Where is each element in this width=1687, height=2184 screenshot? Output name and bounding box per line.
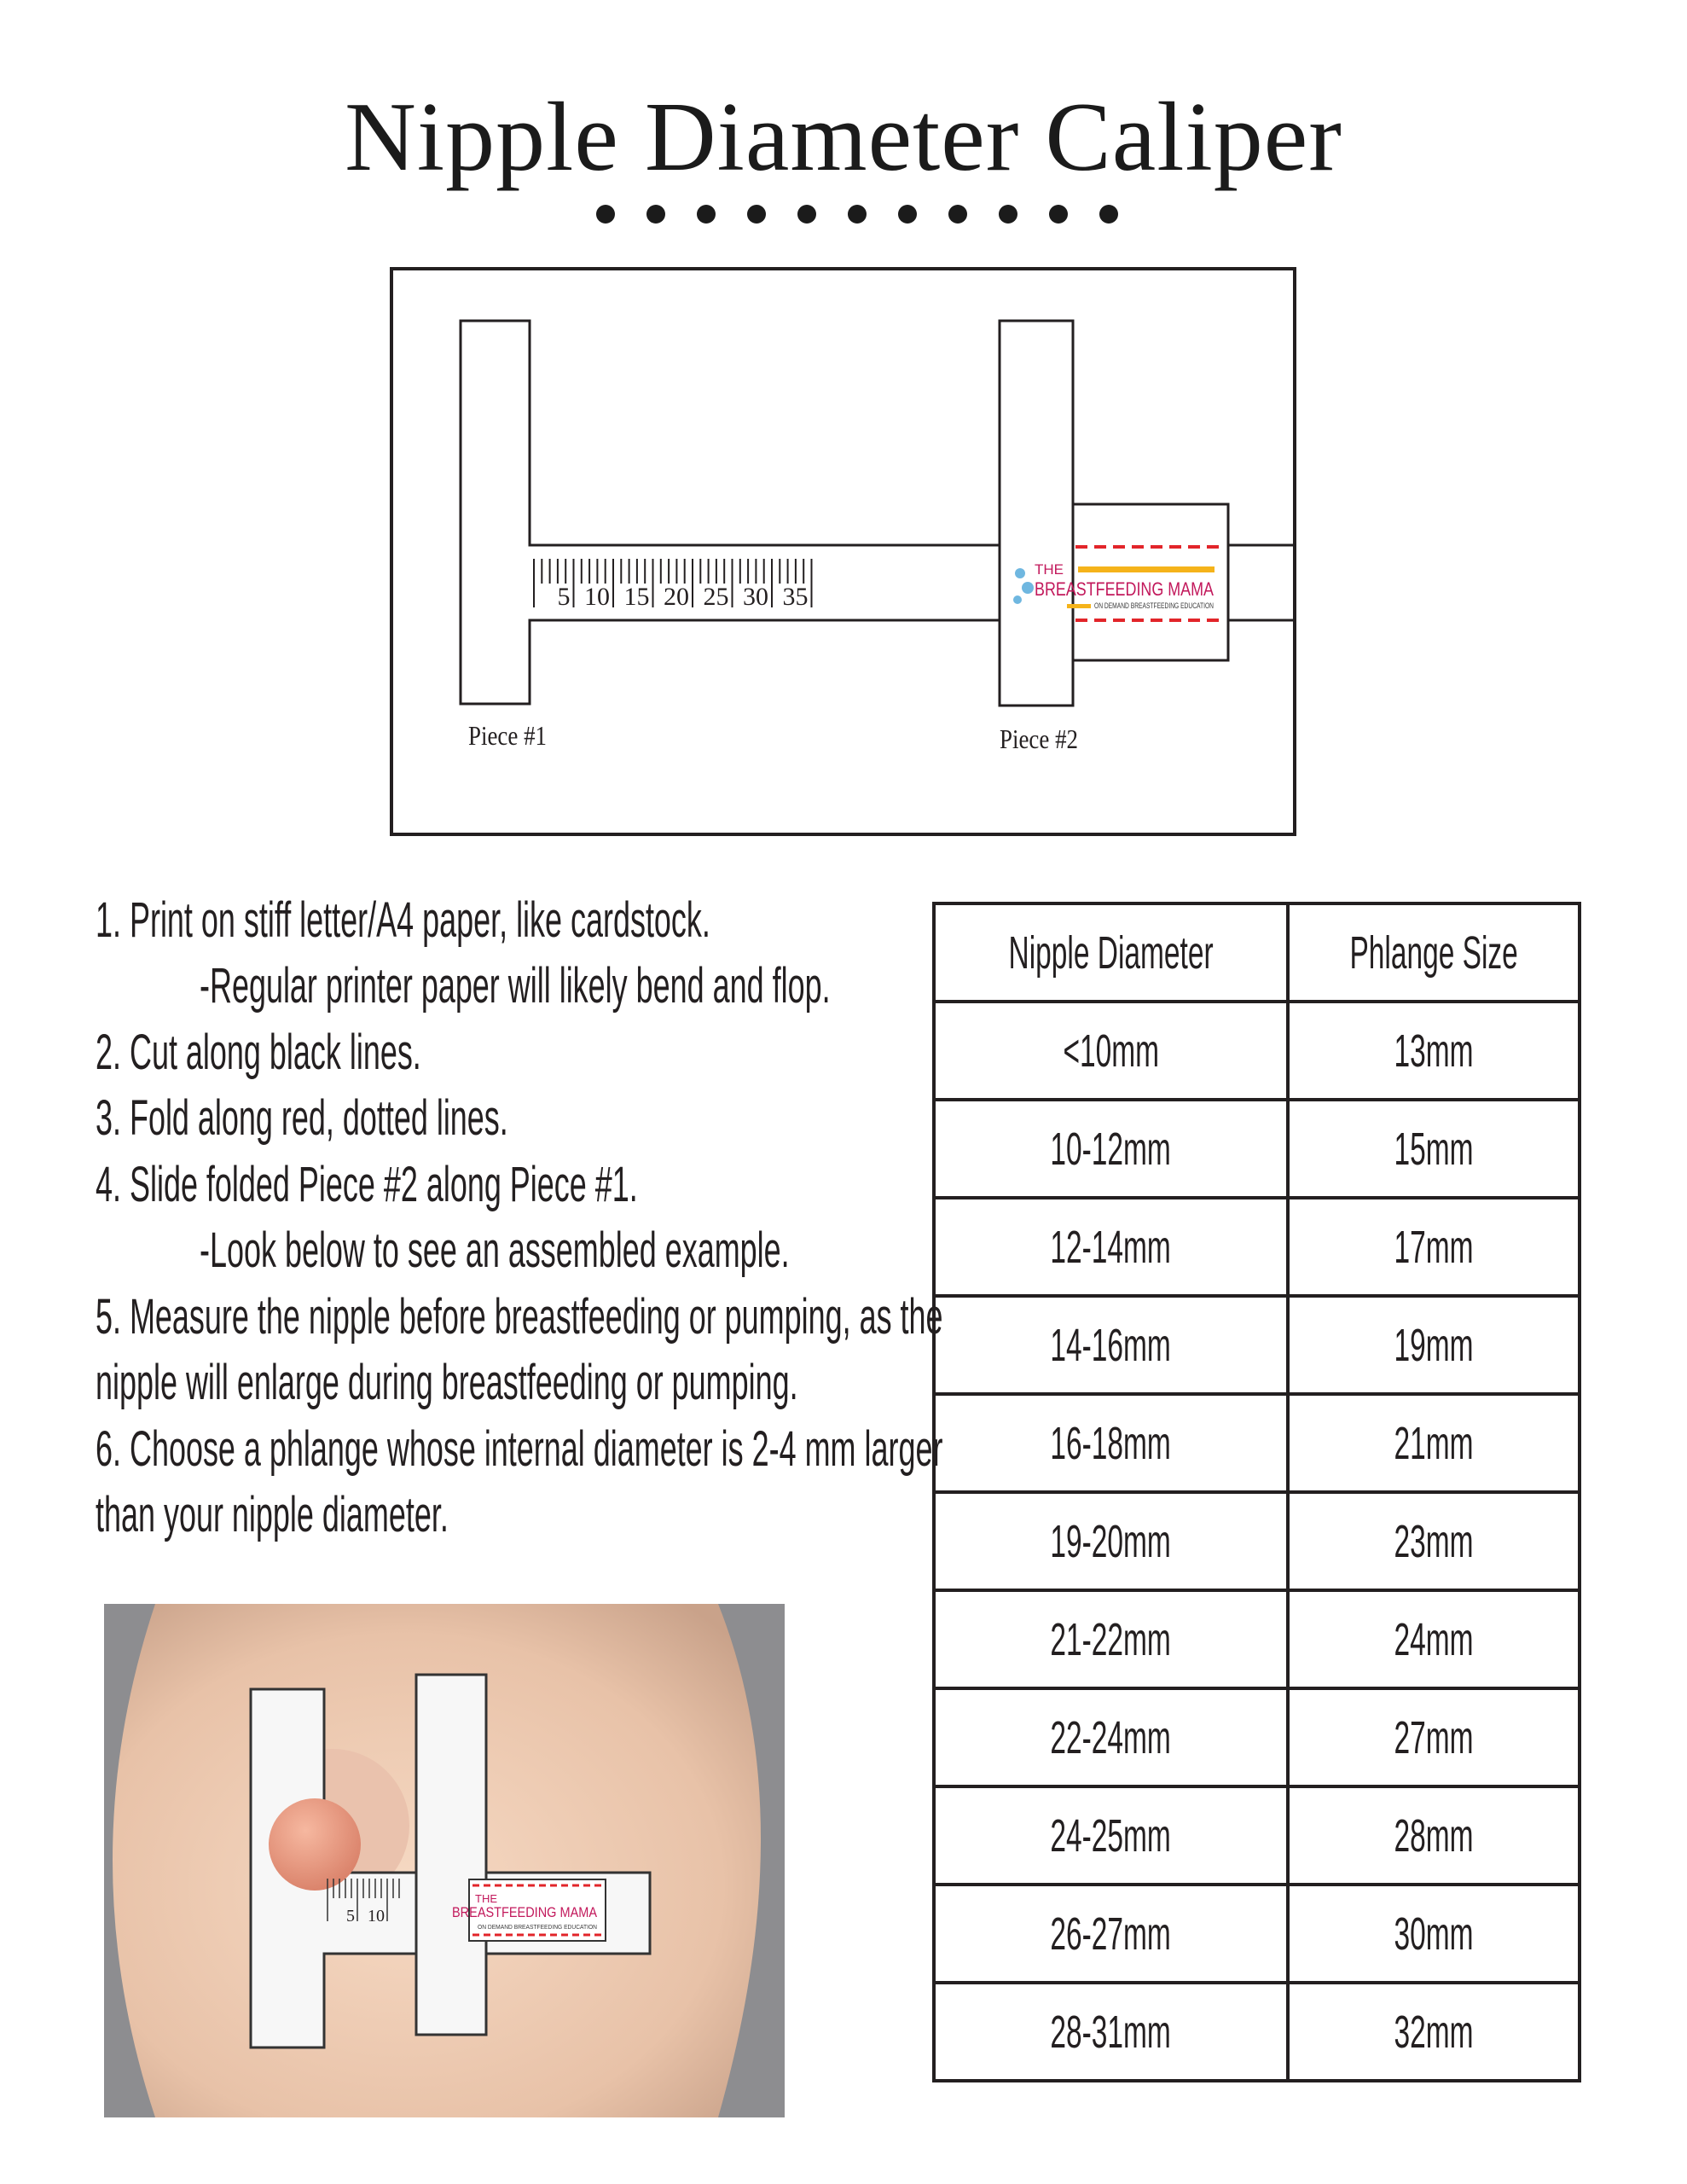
phlange-size-cell: 17mm: [1288, 1198, 1580, 1296]
divider-dot: [747, 205, 766, 224]
divider-dot: [848, 205, 867, 224]
ruler-number: 5: [557, 583, 571, 611]
phlange-size-cell: 28mm: [1288, 1786, 1580, 1885]
nipple-diameter-cell: 10-12mm: [934, 1100, 1288, 1198]
table-row: [934, 1394, 1580, 1492]
nipple-diameter-cell: 14-16mm: [934, 1296, 1288, 1394]
table-row: [934, 1492, 1580, 1590]
drop-icon: [1013, 595, 1022, 604]
nipple-diameter-cell: <10mm: [934, 1002, 1288, 1100]
ruler-number: 10: [584, 583, 610, 611]
photo-piece-2: [416, 1675, 486, 2035]
ruler-number: 20: [664, 583, 689, 611]
caliper-template-diagram: [393, 270, 1293, 833]
photo-ruler-number: 5: [346, 1907, 355, 1926]
divider-dot: [999, 205, 1017, 224]
instruction-step-1: 1. Print on stiff letter/A4 paper, like cardstock.: [96, 892, 710, 948]
ruler-number: 35: [782, 583, 809, 611]
divider-dot: [596, 205, 615, 224]
table-row: [934, 1296, 1580, 1394]
piece-1-label: Piece #1: [468, 720, 547, 751]
phlange-size-cell: 13mm: [1288, 1002, 1580, 1100]
assembled-example-photo: [104, 1604, 785, 2117]
phlange-size-cell: 19mm: [1288, 1296, 1580, 1394]
instruction-step-3: 3. Fold along red, dotted lines.: [96, 1090, 508, 1146]
logo-line-3: ON DEMAND BREASTFEEDING EDUCATION: [1094, 601, 1214, 610]
nipple-diameter-cell: 21-22mm: [934, 1590, 1288, 1688]
phlange-size-cell: 24mm: [1288, 1590, 1580, 1688]
table-row: [934, 1786, 1580, 1885]
table-row: [934, 1100, 1580, 1198]
instruction-step-2: 2. Cut along black lines.: [96, 1025, 421, 1080]
drop-icon: [1015, 568, 1025, 578]
ruler-number: 25: [703, 583, 729, 611]
divider-dot: [797, 205, 816, 224]
nipple-diameter-cell: 19-20mm: [934, 1492, 1288, 1590]
table-row: [934, 1983, 1580, 2081]
instruction-step-5: 5. Measure the nipple before breastfeeding or pumping, as the: [96, 1289, 943, 1345]
nipple-model: [269, 1798, 361, 1891]
logo-line-2: BREASTFEEDING MAMA: [1035, 578, 1215, 600]
divider-dot: [646, 205, 665, 224]
instruction-step-6-cont: than your nipple diameter.: [96, 1487, 449, 1542]
table-row: [934, 1688, 1580, 1786]
nipple-diameter-cell: 24-25mm: [934, 1786, 1288, 1885]
instruction-step-5-cont: nipple will enlarge during breastfeeding or pumping.: [96, 1355, 798, 1410]
logo-stripe-bottom: [1067, 604, 1091, 608]
photo-logo-line-3: ON DEMAND BREASTFEEDING EDUCATION: [478, 1925, 597, 1931]
phlange-size-cell: 30mm: [1288, 1885, 1580, 1983]
photo-logo-line-2: BREASTFEEDING MAMA: [452, 1904, 598, 1920]
nipple-diameter-cell: 26-27mm: [934, 1885, 1288, 1983]
piece-2-label: Piece #2: [1000, 723, 1078, 754]
table-header-row: [934, 903, 1580, 1002]
ruler-number: 15: [623, 583, 650, 611]
header-nipple-diameter: Nipple Diameter: [934, 903, 1288, 1002]
nipple-diameter-cell: 16-18mm: [934, 1394, 1288, 1492]
nipple-diameter-cell: 28-31mm: [934, 1983, 1288, 2081]
table-body: [934, 1002, 1580, 2081]
ruler-number: 30: [743, 583, 768, 611]
drop-icon: [1022, 582, 1034, 594]
instruction-step-4: 4. Slide folded Piece #2 along Piece #1.: [96, 1157, 638, 1212]
table-row: [934, 1590, 1580, 1688]
photo-logo-line-1: THE: [475, 1892, 497, 1905]
table-row: [934, 1198, 1580, 1296]
photo-ruler-number: 10: [368, 1907, 385, 1926]
divider-dot: [948, 205, 967, 224]
phlange-size-cell: 32mm: [1288, 1983, 1580, 2081]
divider-dot: [1049, 205, 1068, 224]
phlange-size-cell: 27mm: [1288, 1688, 1580, 1786]
table-row: [934, 1002, 1580, 1100]
title-dot-divider: [596, 205, 1125, 230]
instruction-note-2: -Look below to see an assembled example.: [200, 1223, 790, 1278]
phlange-size-cell: 15mm: [1288, 1100, 1580, 1198]
phlange-size-cell: 23mm: [1288, 1492, 1580, 1590]
divider-dot: [1099, 205, 1118, 224]
nipple-diameter-cell: 22-24mm: [934, 1688, 1288, 1786]
phlange-size-cell: 21mm: [1288, 1394, 1580, 1492]
logo-stripe-top: [1078, 566, 1215, 572]
logo-line-1: THE: [1035, 561, 1064, 578]
instruction-note-1: -Regular printer paper will likely bend and flop.: [200, 958, 831, 1014]
table-row: [934, 1885, 1580, 1983]
divider-dot: [697, 205, 716, 224]
piece-2-outline: [1000, 321, 1228, 706]
divider-dot: [898, 205, 917, 224]
header-phlange-size: Phlange Size: [1288, 903, 1580, 1002]
assembled-example-illustration: [104, 1604, 785, 2117]
caliper-template-frame: [390, 267, 1296, 836]
phlange-size-table: [932, 902, 1581, 2082]
instruction-step-6: 6. Choose a phlange whose internal diameter is 2-4 mm larger: [96, 1421, 943, 1477]
nipple-diameter-cell: 12-14mm: [934, 1198, 1288, 1296]
page-title: Nipple Diameter Caliper: [345, 83, 1342, 192]
